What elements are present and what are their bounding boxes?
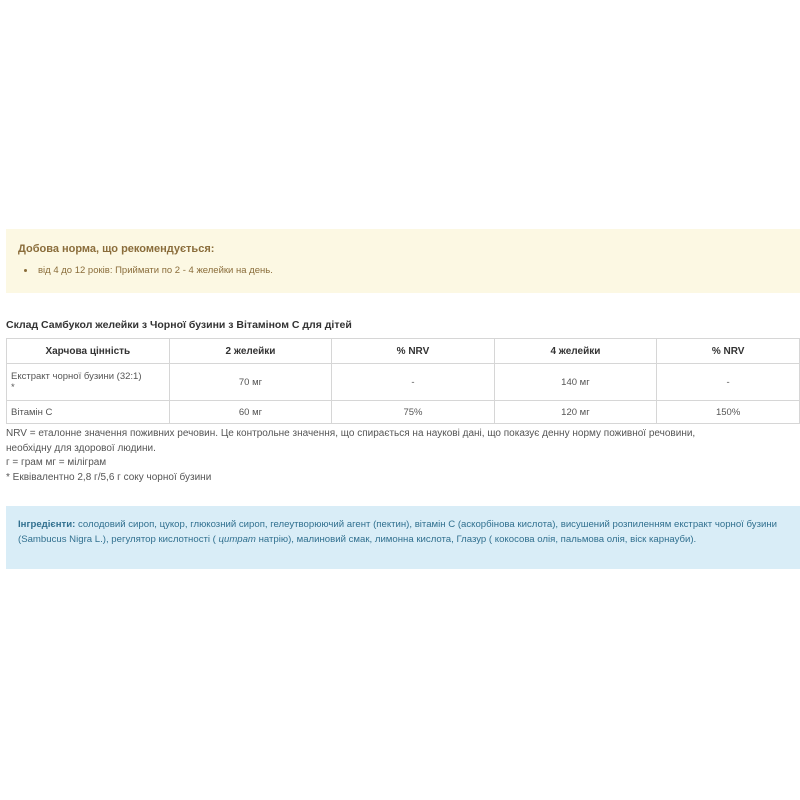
ingredients-text-2: натрію), малиновий смак, лимонна кислота, Глазур ( кокосова олія, пальмова олія, віск карнауби).: [255, 533, 697, 545]
ingredients-box: [6, 506, 800, 569]
row-nrv-4: 150%: [657, 401, 800, 424]
row-name: Вітамін С: [7, 401, 170, 424]
row-nrv-2: 75%: [332, 401, 494, 424]
row-amount-2: 70 мг: [169, 364, 332, 401]
note-units: г = грам мг = міліграм: [6, 457, 107, 468]
row-name: [7, 364, 170, 401]
table-row: [7, 364, 800, 401]
dosage-list: [18, 263, 788, 278]
header-nrv-2: % NRV: [332, 339, 494, 364]
composition-title: Склад Самбукол желейки з Чорної бузини з Вітаміном С для дітей: [6, 319, 352, 331]
table-header-row: [7, 339, 800, 364]
row-amount-2: 60 мг: [169, 401, 332, 424]
composition-table: [6, 338, 800, 424]
dosage-alert: [6, 229, 800, 293]
table-row: [7, 401, 800, 424]
note-nrv-cont: необхідну для здорової людини.: [6, 442, 156, 454]
notes: [6, 427, 800, 485]
dosage-item: • від 4 до 12 років: Приймати по 2 - 4 желейки на день.: [36, 263, 788, 278]
header-nrv-4: % NRV: [657, 339, 800, 364]
header-4-gummies: 4 желейки: [494, 339, 657, 364]
row-name-line2: *: [11, 382, 15, 393]
row-name-line1: Екстракт чорної бузини (32:1): [11, 371, 142, 382]
row-nrv-2: -: [332, 364, 494, 401]
note-equivalent: * Еквівалентно 2,8 г/5,6 г соку чорної бузини: [6, 471, 212, 483]
ingredients-text-1: солодовий сироп, цукор, глюкозний сироп, гелеутворюючий агент (пектин), вітамін С (аскорбінова кислота), висушений розпиленням екстракт чорної бузини (Sambucus Nigra L.), регулятор кислотності (: [18, 519, 777, 545]
row-amount-4: 140 мг: [494, 364, 657, 401]
header-2-gummies: 2 желейки: [169, 339, 332, 364]
row-amount-4: 120 мг: [494, 401, 657, 424]
ingredients-label: Інгредієнти:: [18, 519, 76, 530]
header-nutrition: Харчова цінність: [7, 339, 170, 364]
note-nrv: NRV = еталонне значення поживних речовин. Це контрольне значення, що спирається на наукові дані, що показує денну норму поживної речовини,: [6, 428, 696, 439]
dosage-title: Добова норма, що рекомендується:: [18, 243, 215, 255]
ingredients-italic: цитрат: [218, 533, 256, 545]
row-nrv-4: -: [657, 364, 800, 401]
